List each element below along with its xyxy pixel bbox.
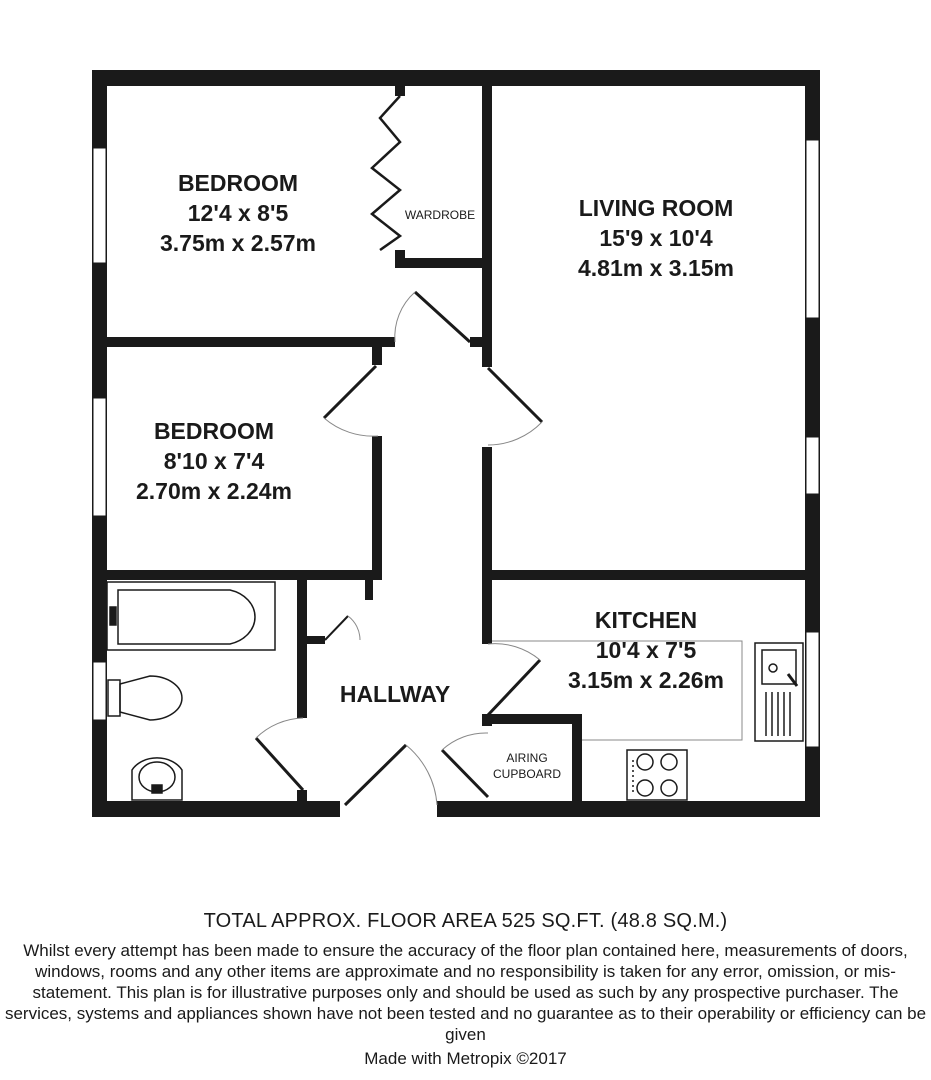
bedroom1-metric: 3.75m x 2.57m (159, 230, 317, 256)
living-room-imperial: 15'9 x 10'4 (599, 225, 713, 251)
toilet (108, 676, 182, 720)
airing-cupboard-line1: AIRING (506, 751, 548, 765)
living-room-metric: 4.81m x 3.15m (577, 255, 735, 281)
disclaimer-text: Whilst every attempt has been made to ensure the accuracy of the floor plan contained here, measurements of doors, windows, rooms and any other items are approximate and no responsibility is taken for any error, omission, or mis-statement. This plan is for illustrative purposes only and should be used as such by any prospective purchaser. The services, systems and appliances shown have not been tested and no guarantee as to their operability or efficiency can be given (4, 941, 927, 1044)
bedroom2-imperial: 8'10 x 7'4 (163, 448, 265, 474)
total-floor-area: TOTAL APPROX. FLOOR AREA 525 SQ.FT. (48.8 SQ.M.) (203, 910, 728, 932)
bedroom1-imperial: 12'4 x 8'5 (187, 200, 289, 226)
bedroom2-metric: 2.70m x 2.24m (135, 478, 293, 504)
kitchen-metric: 3.15m x 2.26m (567, 667, 725, 693)
hallway-name: HALLWAY (339, 681, 451, 707)
kitchen-hob (627, 750, 687, 800)
kitchen-name: KITCHEN (594, 607, 698, 633)
sink-basin (132, 758, 182, 800)
credit-text: Made with Metropix ©2017 (364, 1049, 567, 1068)
bedroom2-name: BEDROOM (153, 418, 275, 444)
kitchen-imperial: 10'4 x 7'5 (595, 637, 697, 663)
kitchen-sink (755, 643, 803, 741)
bathtub (107, 582, 275, 650)
airing-cupboard-line2: CUPBOARD (492, 767, 562, 781)
bedroom1-name: BEDROOM (177, 170, 299, 196)
living-room-name: LIVING ROOM (578, 195, 734, 221)
wardrobe-label: WARDROBE (404, 208, 476, 222)
